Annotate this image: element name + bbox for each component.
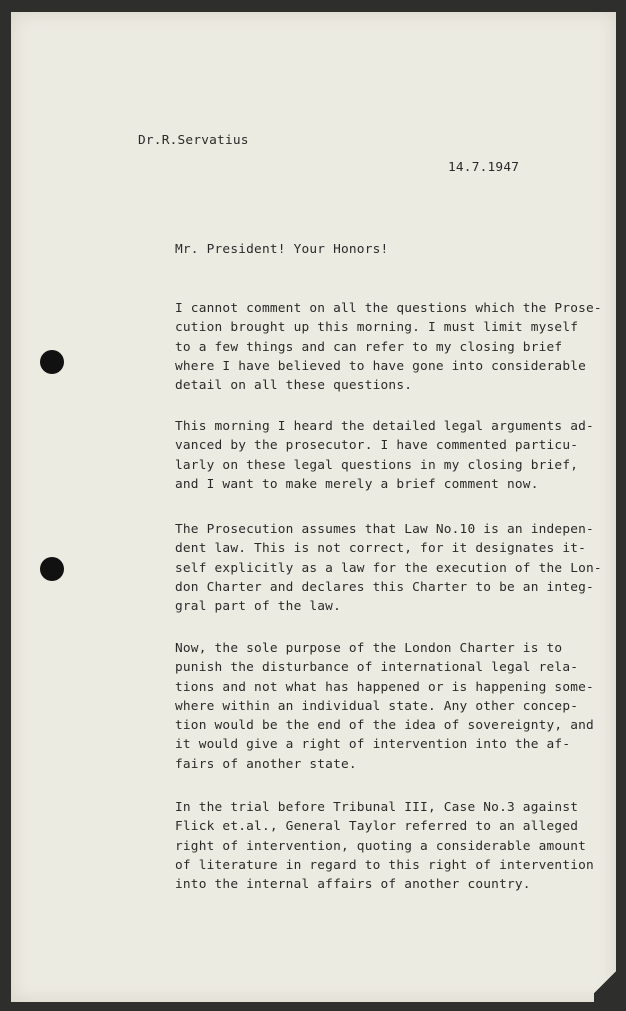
punch-hole-top [40, 350, 64, 374]
punch-hole-bottom [40, 557, 64, 581]
paragraph-line: self explicitly as a law for the execution of the Lon- [175, 560, 602, 576]
paragraph-line: where within an individual state. Any other concep- [175, 698, 579, 714]
date-line: 14.7.1947 [448, 160, 520, 175]
paragraph-line: dent law. This is not correct, for it designates it- [175, 541, 587, 557]
paragraph-line: into the internal affairs of another country. [175, 877, 531, 893]
paragraph-line: and I want to make merely a brief comment now. [175, 476, 539, 492]
paragraph-line: Now, the sole purpose of the London Charter is to [175, 641, 563, 656]
paragraph-line: cution brought up this morning. I must limit myself [175, 320, 579, 336]
paragraph-line: larly on these legal questions in my closing brief, [175, 457, 579, 473]
paragraph-line: right of intervention, quoting a considerable amount [175, 838, 587, 854]
paragraph-line: of literature in regard to this right of intervention [175, 857, 594, 873]
paragraph-line: This morning I heard the detailed legal arguments ad- [175, 419, 594, 434]
paragraph-line: tion would be the end of the idea of sovereignty, and [175, 718, 594, 734]
paragraph-3 [175, 520, 602, 616]
paragraph-line: fairs of another state. [175, 756, 357, 772]
paragraph-line: where I have believed to have gone into considerable [175, 358, 587, 374]
paragraph-line: gral part of the law. [175, 599, 341, 615]
salutation: Mr. President! Your Honors! [175, 242, 389, 257]
paragraph-line: The Prosecution assumes that Law No.10 is an indepen- [175, 522, 594, 537]
paragraph-line: Flick et.al., General Taylor referred to an alleged [175, 819, 579, 835]
author-line: Dr.R.Servatius [138, 133, 249, 148]
paragraph-line: In the trial before Tribunal III, Case No.3 against [175, 800, 579, 815]
paragraph-line: vanced by the prosecutor. I have commented particu- [175, 438, 579, 454]
paragraph-line: punish the disturbance of international legal rela- [175, 660, 579, 676]
paragraph-line: tions and not what has happened or is happening some- [175, 679, 594, 695]
paper-sheet [11, 12, 616, 1002]
paragraph-line: it would give a right of intervention into the af- [175, 737, 571, 753]
torn-corner [594, 962, 616, 1002]
paragraph-line: to a few things and can refer to my closing brief [175, 339, 563, 355]
paragraph-5 [175, 798, 594, 894]
paragraph-line: I cannot comment on all the questions which the Prose- [175, 301, 602, 316]
paragraph-4 [175, 639, 594, 774]
paragraph-line: don Charter and declares this Charter to be an integ- [175, 579, 594, 595]
paragraph-line: detail on all these questions. [175, 378, 413, 394]
paragraph-2 [175, 417, 594, 494]
paragraph-1 [175, 299, 602, 395]
